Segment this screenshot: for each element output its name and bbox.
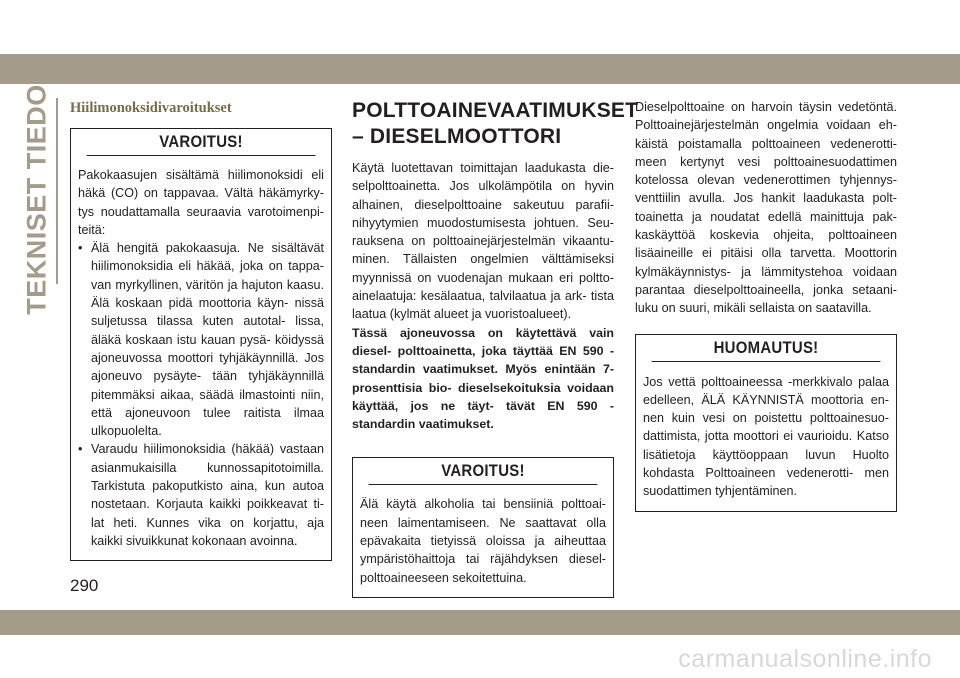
fuel-quality-paragraph: Käytä luotettavan toimittajan laadukasta die- selpolttoainetta. Jos ulkolämpötila on hyvin alhainen, dieselpolttoaine sakeutuu parafii- nihyytymien muodostumisesta johtuen. Seu- rauksena on polttoainejärjestelmän vikaantu- minen. Tällaisten ongelmien välttämiseksi myynnissä on vuodenajan mukaan eri poltto- ainelaatuja: kesälaatua, talvilaatua ja ark- tista laatua (kylmät alueet ja vuoristoalueet). xyxy=(352,161,614,322)
section-tab xyxy=(20,67,54,315)
warning-box-carbon-monoxide xyxy=(70,128,332,561)
column-3 xyxy=(635,98,897,512)
warning-title: VAROITUS! xyxy=(87,129,316,156)
note-title: HUOMAUTUS! xyxy=(652,335,881,362)
warning-title: VAROITUS! xyxy=(369,458,598,485)
en590-requirement-paragraph: Tässä ajoneuvossa on käytettävä vain diesel- polttoainetta, joka täyttää EN 590 -standardin vaatimukset. Myös enintään 7-prosenttisia bio- dieselsekoituksia voidaan käyttää, jos ne täyt- tävät EN 590 -standardin vaatimukset. xyxy=(352,325,614,432)
section-tab-divider xyxy=(56,98,58,284)
warning-body: Älä käytä alkoholia tai bensiiniä polttoai- neen laimentamiseen. Ne saattavat olla epävakaita tietyissä oloissa ja aiheuttaa ympäristöhaittoja tai räjähdyksen diesel- polttoaineeseen sekoitettuina. xyxy=(360,497,606,585)
note-body: Jos vettä polttoaineessa -merkkivalo palaa edelleen, ÄLÄ KÄYNNISTÄ moottoria en- nen kuin vesi on poistettu polttoainesuo- dattimista, jotta moottori ei vaurioidu. Katso lisätietoja käyttöoppaan luvun Huolto kohdasta Polttoaineen vedenerotti- men suodattimen tyhjentäminen. xyxy=(643,374,889,499)
footer-band xyxy=(0,610,960,635)
header-band xyxy=(0,54,960,84)
page-header xyxy=(0,0,960,54)
note-box-water-in-fuel xyxy=(635,334,897,512)
warning-box-alcohol xyxy=(352,457,614,597)
warning-intro: Pakokaasujen sisältämä hiilimonoksidi eli häkä (CO) on tappavaa. Vältä häkämyrky- tys noudattamalla seuraavia varotoimenpi- teitä: xyxy=(78,168,324,237)
warning-bullet: • Varaudu hiilimonoksidia (häkää) vastaan asianmukaisilla kunnossapitotoimilla. Tarkistuta pakoputkisto aina, kun autoa nostetaan. Korjauta kaikki poikkeavat ti- lat heti. Kunnes vika on korjattu, aja kaikki sivuikkunat kokonaan avoinna. xyxy=(78,440,324,550)
page-number: 290 xyxy=(70,576,99,595)
warning-bullet: • Älä hengitä pakokaasuja. Ne sisältävät hiilimonoksidia eli häkää, joka on tappa- van myrkyllinen, väritön ja hajuton kaasu. Älä koskaan pidä moottoria käyn- nissä suljetussa tilassa kuten autotal- lissa, äläkä koskaan istu kauan pysä- köidyssä ajoneuvossa moottori tyhjäkäynnillä. Jos ajoneuvo pysäyte- tään tyhjäkäynnillä pitemmäksi aikaa, säädä ilmastointi niin, että ajoneuvoon tulee raitista ilmaa ulkopuolelta. xyxy=(78,239,324,440)
section-title-line1: POLTTOAINEVAATIMUKSET xyxy=(352,99,639,122)
subheading-carbon-monoxide: Hiilimonoksidivaroitukset xyxy=(70,100,232,116)
warning-body xyxy=(71,156,331,560)
column-1 xyxy=(70,98,332,561)
column-2 xyxy=(352,98,639,598)
water-separator-paragraph: Dieselpolttoaine on harvoin täysin vedetöntä. Polttoainejärjestelmän ongelmia voidaan eh- käistä poistamalla polttoaineen vedenerotti- meen kertynyt vesi polttoainesuodattimen kotelossa olevan vedenerottimen tyhjennys- venttiilin avulla. Jos hankit laadukasta polt- toainetta ja noudatat edellä mainittuja pak- kaskäyttöä koskevia ohjeita, polttoaineen lisäaineille ei pitäisi olla tarvetta. Moottorin kylmäkäynnistys- ja lämmitystehoa voidaan parantaa dieselpolttoaineella, jonka setaani- luku on suuri, mikäli sellaista on saatavilla. xyxy=(635,100,897,316)
section-tab-label: TEKNISET TIEDOT xyxy=(21,67,52,315)
watermark: carmanualsonline.info xyxy=(0,640,960,678)
section-title-line2: – DIESELMOOTTORI xyxy=(352,125,562,148)
warning-list xyxy=(78,239,324,550)
section-title xyxy=(352,98,639,150)
